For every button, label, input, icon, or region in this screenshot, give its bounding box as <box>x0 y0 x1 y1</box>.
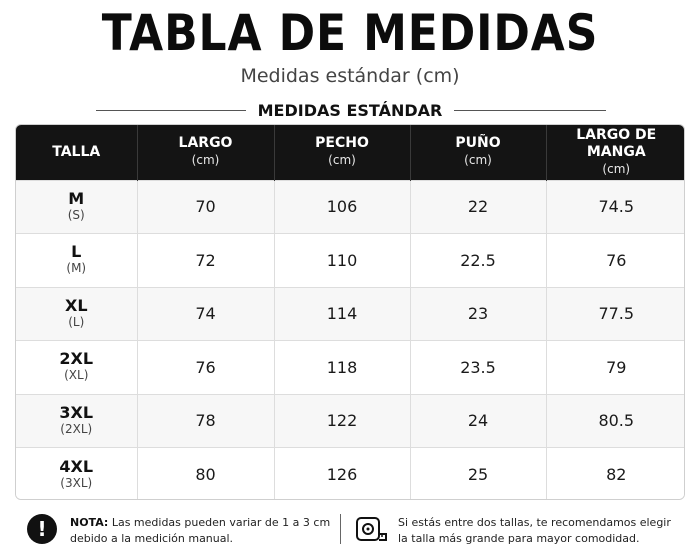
footer-divider <box>340 514 341 544</box>
section-label-text: MEDIDAS ESTÁNDAR <box>246 101 455 120</box>
largo-cell: 78 <box>137 394 274 448</box>
size-label: 4XL <box>59 456 94 476</box>
puno-cell: 25 <box>410 448 546 501</box>
largo-cell: 76 <box>137 341 274 395</box>
manga-cell: 74.5 <box>546 180 685 234</box>
column-header-unit: (cm) <box>602 161 631 176</box>
size-label: XL <box>64 295 88 315</box>
table-header-row <box>16 125 685 180</box>
column-header-unit: (cm) <box>464 153 492 168</box>
manga-cell: 79 <box>546 341 685 395</box>
pecho-cell: 118 <box>274 341 410 395</box>
column-header-label: LARGO DE MANGA <box>576 126 657 160</box>
page-title: TABLA DE MEDIDAS <box>101 4 599 62</box>
note-text <box>70 515 340 547</box>
size-cell <box>16 341 137 395</box>
manga-cell: 76 <box>546 234 685 288</box>
largo-cell: 80 <box>137 448 274 501</box>
manga-cell: 80.5 <box>546 394 685 448</box>
table-row <box>16 180 685 234</box>
size-alt-label: (2XL) <box>60 421 93 436</box>
size-cell <box>16 287 137 341</box>
puno-cell: 22 <box>410 180 546 234</box>
puno-cell: 23.5 <box>410 341 546 395</box>
size-cell <box>16 234 137 288</box>
puno-cell: 23 <box>410 287 546 341</box>
column-header-unit: (cm) <box>328 153 356 168</box>
section-label <box>0 100 700 122</box>
size-alt-label: (3XL) <box>60 475 93 490</box>
table-row <box>16 448 685 501</box>
column-header-label: TALLA <box>52 143 101 160</box>
size-table <box>16 125 685 500</box>
manga-cell: 82 <box>546 448 685 501</box>
table-row <box>16 287 685 341</box>
size-alt-label: (L) <box>68 314 85 329</box>
column-header-label: PUÑO <box>455 135 501 152</box>
note-label: NOTA: <box>70 516 109 529</box>
largo-cell: 74 <box>137 287 274 341</box>
size-alt-label: (XL) <box>64 368 89 383</box>
column-header-largo-manga <box>546 125 685 180</box>
size-alt-label: (M) <box>66 261 87 276</box>
table-row <box>16 394 685 448</box>
note-body: Las medidas pueden variar de 1 a 3 cm debido a la medición manual. <box>70 516 331 545</box>
largo-cell: 72 <box>137 234 274 288</box>
pecho-cell: 110 <box>274 234 410 288</box>
column-header-label: LARGO <box>178 135 233 152</box>
pecho-cell: 126 <box>274 448 410 501</box>
size-cell <box>16 394 137 448</box>
exclamation-icon: ! <box>27 514 57 544</box>
pecho-cell: 114 <box>274 287 410 341</box>
size-label: M <box>68 188 85 208</box>
tip-text: Si estás entre dos tallas, te recomendamos elegir la talla más grande para mayor comodidad. <box>398 516 671 545</box>
size-label: L <box>71 242 82 262</box>
column-header-largo <box>137 125 274 180</box>
size-table-container <box>15 124 685 500</box>
column-header-pecho <box>274 125 410 180</box>
page-subtitle: Medidas estándar (cm) <box>240 65 460 87</box>
size-cell <box>16 448 137 501</box>
measuring-tape-icon <box>355 514 387 544</box>
table-row <box>16 234 685 288</box>
footer-notes <box>15 508 685 552</box>
column-header-puno <box>410 125 546 180</box>
manga-cell: 77.5 <box>546 287 685 341</box>
largo-cell: 70 <box>137 180 274 234</box>
table-row <box>16 341 685 395</box>
pecho-cell: 122 <box>274 394 410 448</box>
size-label: 3XL <box>59 402 94 422</box>
size-cell <box>16 180 137 234</box>
column-header-talla <box>16 125 137 180</box>
column-header-label: PECHO <box>315 135 369 152</box>
puno-cell: 22.5 <box>410 234 546 288</box>
column-header-unit: (cm) <box>191 153 220 168</box>
pecho-cell: 106 <box>274 180 410 234</box>
puno-cell: 24 <box>410 394 546 448</box>
size-alt-label: (S) <box>67 207 85 222</box>
size-label: 2XL <box>59 349 94 369</box>
